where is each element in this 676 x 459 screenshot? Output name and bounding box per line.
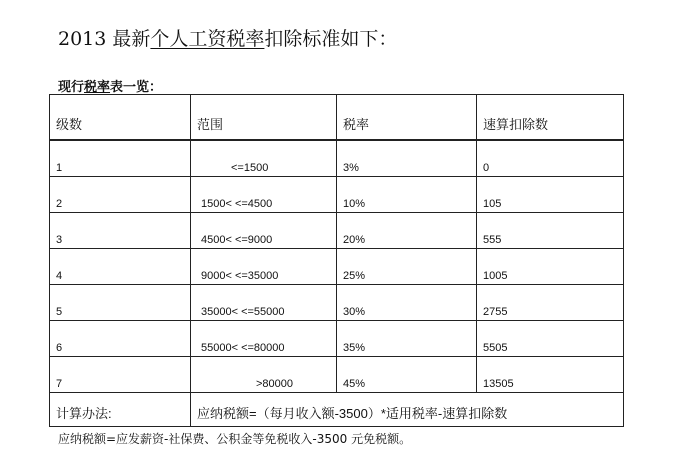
- cell-deduction: 13505: [477, 357, 624, 393]
- cell-range: 1500< <=4500: [191, 177, 337, 213]
- cell-deduction: 555: [477, 213, 624, 249]
- cell-range: 35000< <=55000: [191, 285, 337, 321]
- subtitle-prefix: 现行: [58, 80, 85, 95]
- cell-level: 6: [50, 321, 191, 357]
- cell-rate: 3%: [337, 140, 477, 177]
- cell-level: 1: [50, 140, 191, 177]
- tax-rate-table: [49, 94, 624, 427]
- subtitle-underlined: 税率: [84, 80, 111, 95]
- cell-level: 4: [50, 249, 191, 285]
- cell-level: 2: [50, 177, 191, 213]
- cell-rate: 35%: [337, 321, 477, 357]
- title-prefix: 2013 最新: [58, 28, 151, 50]
- cell-deduction: 0: [477, 140, 624, 177]
- cell-rate: 30%: [337, 285, 477, 321]
- cell-level: 7: [50, 357, 191, 393]
- header-level: 级数: [50, 95, 191, 141]
- table-row: [50, 321, 624, 357]
- cell-rate: 45%: [337, 357, 477, 393]
- cell-deduction: 5505: [477, 321, 624, 357]
- cell-range: 4500< <=9000: [191, 213, 337, 249]
- cell-deduction: 105: [477, 177, 624, 213]
- calc-method-label: 计算办法:: [50, 393, 191, 427]
- table-row: [50, 140, 624, 177]
- table-row: [50, 177, 624, 213]
- subtitle-suffix: 表一览：: [110, 80, 163, 95]
- table-row: [50, 249, 624, 285]
- calc-formula: 应纳税额=（每月收入额-3500）*适用税率-速算扣除数: [191, 393, 624, 427]
- cell-rate: 10%: [337, 177, 477, 213]
- table-footer-row: [50, 393, 624, 427]
- table-row: [50, 213, 624, 249]
- cell-deduction: 2755: [477, 285, 624, 321]
- table-row: [50, 285, 624, 321]
- cell-range: 55000< <=80000: [191, 321, 337, 357]
- cell-range: <=1500: [191, 140, 337, 177]
- header-range: 范围: [191, 95, 337, 141]
- cell-level: 5: [50, 285, 191, 321]
- cell-rate: 20%: [337, 213, 477, 249]
- cell-range: >80000: [191, 357, 337, 393]
- table-row: [50, 357, 624, 393]
- cell-range: 9000< <=35000: [191, 249, 337, 285]
- cell-level: 3: [50, 213, 191, 249]
- page-title: [58, 24, 397, 51]
- cell-rate: 25%: [337, 249, 477, 285]
- header-rate: 税率: [337, 95, 477, 141]
- header-deduction: 速算扣除数: [477, 95, 624, 141]
- table-header-row: [50, 95, 624, 141]
- footnote: 应纳税额=应发薪资-社保费、公积金等免税收入-3500 元免税额。: [58, 432, 412, 446]
- title-suffix: 扣除标准如下：: [264, 28, 398, 50]
- table-subtitle: [58, 76, 162, 95]
- cell-deduction: 1005: [477, 249, 624, 285]
- title-underlined: 个人工资税率: [150, 28, 265, 50]
